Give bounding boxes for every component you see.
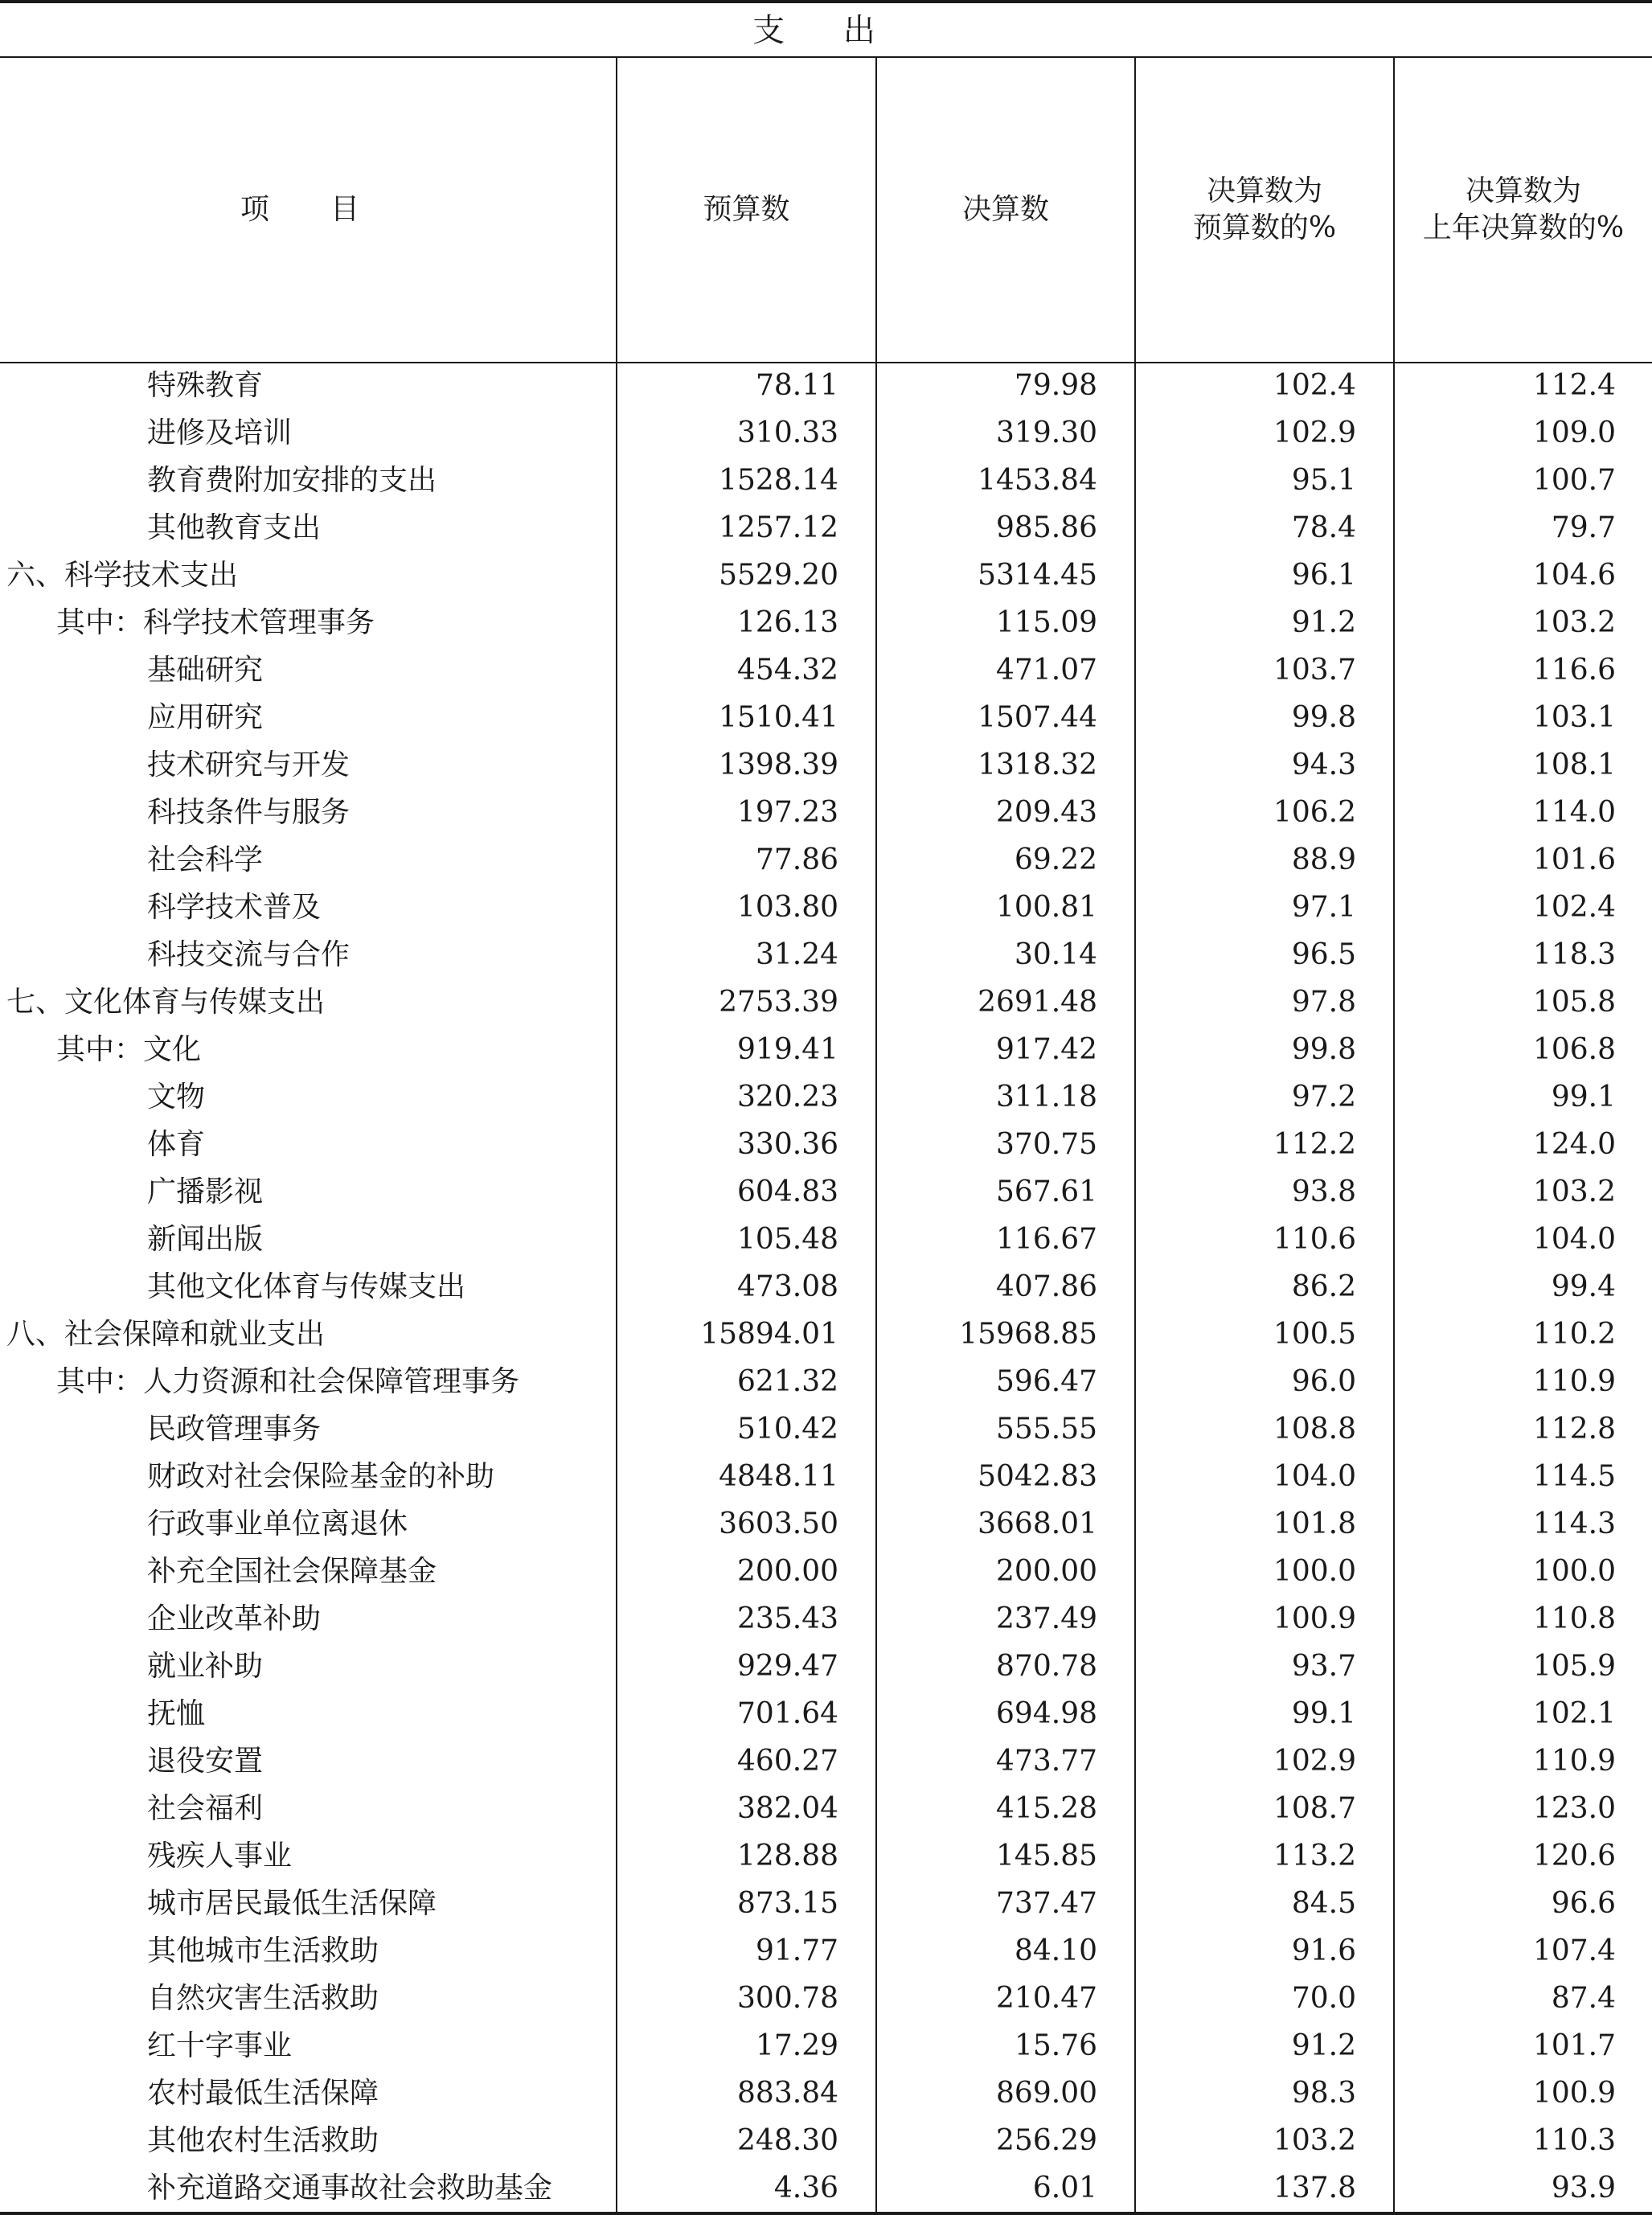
header-pct-prev: 决算数为 上年决算数的% bbox=[1422, 174, 1625, 244]
final-value: 1318.32 bbox=[978, 749, 1097, 781]
final-value: 210.47 bbox=[996, 1982, 1097, 2015]
table-row bbox=[0, 504, 1652, 552]
final-value: 415.28 bbox=[996, 1792, 1097, 1825]
table-row bbox=[0, 1737, 1652, 1785]
pct-budget-value: 103.7 bbox=[1273, 654, 1356, 687]
pct-prev-value: 116.6 bbox=[1532, 654, 1616, 687]
pct-prev-value: 110.8 bbox=[1532, 1602, 1616, 1635]
pct-prev-value: 96.6 bbox=[1551, 1887, 1616, 1920]
pct-prev-value: 123.0 bbox=[1532, 1792, 1616, 1825]
pct-prev-value: 101.7 bbox=[1532, 2029, 1616, 2062]
pct-prev-value: 118.3 bbox=[1532, 938, 1616, 971]
table-row bbox=[0, 978, 1652, 1026]
top-rule bbox=[0, 0, 1652, 3]
pct-budget-value: 91.6 bbox=[1291, 1934, 1356, 1967]
budget-value: 17.29 bbox=[755, 2029, 838, 2062]
row-label: 民政管理事务 bbox=[147, 1413, 322, 1446]
budget-value: 454.32 bbox=[737, 654, 838, 687]
table-row bbox=[0, 1975, 1652, 2022]
pct-prev-value: 112.8 bbox=[1532, 1413, 1616, 1446]
pct-prev-value: 114.0 bbox=[1532, 796, 1616, 829]
pct-budget-value: 93.8 bbox=[1291, 1175, 1356, 1208]
pct-budget-value: 103.2 bbox=[1273, 2124, 1356, 2157]
pct-budget-value: 102.9 bbox=[1273, 1745, 1356, 1778]
pct-budget-value: 106.2 bbox=[1273, 796, 1356, 829]
final-value: 473.77 bbox=[996, 1745, 1097, 1778]
final-value: 311.18 bbox=[996, 1081, 1097, 1114]
final-value: 5042.83 bbox=[978, 1460, 1097, 1493]
row-label: 其中：科学技术管理事务 bbox=[56, 606, 375, 639]
row-label: 农村最低生活保障 bbox=[147, 2077, 379, 2110]
pct-budget-value: 108.8 bbox=[1273, 1413, 1356, 1446]
pct-prev-value: 103.1 bbox=[1532, 701, 1616, 734]
budget-value: 128.88 bbox=[737, 1840, 838, 1872]
final-value: 737.47 bbox=[996, 1887, 1097, 1920]
table-row bbox=[0, 552, 1652, 599]
pct-prev-value: 107.4 bbox=[1532, 1934, 1616, 1967]
final-value: 870.78 bbox=[996, 1650, 1097, 1683]
pct-prev-value: 110.2 bbox=[1532, 1318, 1616, 1351]
budget-value: 5529.20 bbox=[719, 559, 838, 592]
pct-budget-value: 137.8 bbox=[1273, 2172, 1356, 2205]
final-value: 30.14 bbox=[1014, 938, 1097, 971]
row-label: 其他文化体育与传媒支出 bbox=[147, 1270, 466, 1303]
row-label: 抚恤 bbox=[147, 1697, 206, 1730]
budget-value: 382.04 bbox=[737, 1792, 838, 1825]
row-label: 体育 bbox=[147, 1128, 206, 1161]
table-row bbox=[0, 2164, 1652, 2212]
table-row bbox=[0, 931, 1652, 978]
pct-budget-value: 97.8 bbox=[1291, 986, 1356, 1019]
pct-prev-value: 103.2 bbox=[1532, 606, 1616, 639]
pct-prev-value: 114.5 bbox=[1532, 1460, 1616, 1493]
row-label: 城市居民最低生活保障 bbox=[147, 1887, 437, 1920]
budget-value: 460.27 bbox=[737, 1745, 838, 1778]
pct-budget-value: 97.2 bbox=[1291, 1081, 1356, 1114]
final-value: 319.30 bbox=[996, 416, 1097, 449]
final-value: 917.42 bbox=[996, 1033, 1097, 1066]
table-row bbox=[0, 1595, 1652, 1643]
pct-budget-value: 88.9 bbox=[1291, 843, 1356, 876]
row-label: 科技条件与服务 bbox=[147, 796, 350, 829]
budget-value: 91.77 bbox=[755, 1934, 838, 1967]
budget-value: 4.36 bbox=[773, 2172, 838, 2205]
row-label: 广播影视 bbox=[147, 1175, 264, 1208]
budget-value: 2753.39 bbox=[719, 986, 838, 1019]
final-value: 407.86 bbox=[996, 1270, 1097, 1303]
pct-budget-value: 98.3 bbox=[1291, 2077, 1356, 2110]
budget-value: 873.15 bbox=[737, 1887, 838, 1920]
pct-prev-value: 104.0 bbox=[1532, 1223, 1616, 1256]
table-row bbox=[0, 1785, 1652, 1832]
table-row bbox=[0, 1453, 1652, 1500]
budget-value: 919.41 bbox=[737, 1033, 838, 1066]
pct-prev-value: 93.9 bbox=[1551, 2172, 1616, 2205]
budget-value: 200.00 bbox=[737, 1555, 838, 1588]
final-value: 145.85 bbox=[996, 1840, 1097, 1872]
row-label: 补充道路交通事故社会救助基金 bbox=[147, 2172, 553, 2205]
pct-budget-value: 78.4 bbox=[1291, 511, 1356, 544]
budget-value: 300.78 bbox=[737, 1982, 838, 2015]
row-label: 退役安置 bbox=[147, 1745, 264, 1778]
table-row bbox=[0, 1263, 1652, 1311]
pct-prev-value: 99.4 bbox=[1551, 1270, 1616, 1303]
final-value: 596.47 bbox=[996, 1365, 1097, 1398]
table-row bbox=[0, 2022, 1652, 2069]
row-label: 进修及培训 bbox=[147, 416, 293, 449]
pct-prev-value: 114.3 bbox=[1532, 1507, 1616, 1540]
row-label: 自然灾害生活救助 bbox=[147, 1982, 379, 2015]
pct-budget-value: 102.4 bbox=[1273, 369, 1356, 402]
final-value: 200.00 bbox=[996, 1555, 1097, 1588]
pct-budget-value: 101.8 bbox=[1273, 1507, 1356, 1540]
pct-budget-value: 113.2 bbox=[1273, 1840, 1356, 1872]
pct-budget-value: 97.1 bbox=[1291, 891, 1356, 924]
budget-value: 3603.50 bbox=[719, 1507, 838, 1540]
pct-prev-value: 124.0 bbox=[1532, 1128, 1616, 1161]
row-label: 教育费附加安排的支出 bbox=[147, 464, 437, 497]
final-value: 100.81 bbox=[996, 891, 1097, 924]
pct-budget-value: 108.7 bbox=[1273, 1792, 1356, 1825]
table-row bbox=[0, 1216, 1652, 1263]
row-label: 其他教育支出 bbox=[147, 511, 322, 544]
budget-value: 320.23 bbox=[737, 1081, 838, 1114]
pct-budget-value: 100.9 bbox=[1273, 1602, 1356, 1635]
budget-value: 248.30 bbox=[737, 2124, 838, 2157]
final-value: 84.10 bbox=[1014, 1934, 1097, 1967]
pct-budget-value: 99.8 bbox=[1291, 1033, 1356, 1066]
table-row bbox=[0, 1832, 1652, 1880]
final-value: 15968.85 bbox=[959, 1318, 1097, 1351]
final-value: 5314.45 bbox=[978, 559, 1097, 592]
row-label: 企业改革补助 bbox=[147, 1602, 322, 1635]
table-row bbox=[0, 1026, 1652, 1073]
pct-prev-value: 105.9 bbox=[1532, 1650, 1616, 1683]
budget-value: 701.64 bbox=[737, 1697, 838, 1730]
row-label: 残疾人事业 bbox=[147, 1840, 293, 1872]
row-label: 文物 bbox=[147, 1081, 206, 1114]
final-value: 1453.84 bbox=[978, 464, 1097, 497]
pct-prev-value: 100.7 bbox=[1532, 464, 1616, 497]
final-value: 79.98 bbox=[1014, 369, 1097, 402]
budget-value: 105.48 bbox=[737, 1223, 838, 1256]
budget-value: 621.32 bbox=[737, 1365, 838, 1398]
table-row bbox=[0, 1358, 1652, 1405]
table-row bbox=[0, 409, 1652, 457]
pct-budget-value: 96.5 bbox=[1291, 938, 1356, 971]
pct-prev-value: 99.1 bbox=[1551, 1081, 1616, 1114]
budget-value: 77.86 bbox=[755, 843, 838, 876]
table-row bbox=[0, 1548, 1652, 1595]
table-row bbox=[0, 1690, 1652, 1737]
pct-budget-value: 70.0 bbox=[1291, 1982, 1356, 2015]
pct-budget-value: 93.7 bbox=[1291, 1650, 1356, 1683]
pct-prev-value: 87.4 bbox=[1551, 1982, 1616, 2015]
pct-prev-value: 110.9 bbox=[1532, 1745, 1616, 1778]
table-row bbox=[0, 1121, 1652, 1168]
row-label: 技术研究与开发 bbox=[147, 749, 350, 781]
pct-prev-value: 109.0 bbox=[1532, 416, 1616, 449]
pct-prev-value: 110.3 bbox=[1532, 2124, 1616, 2157]
pct-budget-value: 96.1 bbox=[1291, 559, 1356, 592]
final-value: 115.09 bbox=[996, 606, 1097, 639]
table-row bbox=[0, 2069, 1652, 2117]
pct-budget-value: 102.9 bbox=[1273, 416, 1356, 449]
pct-budget-value: 100.5 bbox=[1273, 1318, 1356, 1351]
header-pct-budget: 决算数为 预算数的% bbox=[1192, 174, 1337, 244]
table-row bbox=[0, 789, 1652, 836]
pct-prev-value: 102.4 bbox=[1532, 891, 1616, 924]
pct-budget-value: 91.2 bbox=[1291, 606, 1356, 639]
budget-value: 126.13 bbox=[737, 606, 838, 639]
bottom-rule bbox=[0, 2212, 1652, 2215]
budget-value: 15894.01 bbox=[700, 1318, 838, 1351]
budget-value: 235.43 bbox=[737, 1602, 838, 1635]
budget-value: 1257.12 bbox=[719, 511, 838, 544]
pct-prev-value: 79.7 bbox=[1551, 511, 1616, 544]
budget-value: 929.47 bbox=[737, 1650, 838, 1683]
budget-value: 604.83 bbox=[737, 1175, 838, 1208]
table-row bbox=[0, 599, 1652, 646]
table-row bbox=[0, 1500, 1652, 1548]
pct-prev-value: 108.1 bbox=[1532, 749, 1616, 781]
pct-budget-value: 99.1 bbox=[1291, 1697, 1356, 1730]
row-label: 财政对社会保险基金的补助 bbox=[147, 1460, 495, 1493]
table-row bbox=[0, 1643, 1652, 1690]
final-value: 237.49 bbox=[996, 1602, 1097, 1635]
table-title: 支 出 bbox=[752, 12, 900, 49]
pct-prev-value: 100.0 bbox=[1532, 1555, 1616, 1588]
header-item: 项 目 bbox=[240, 193, 375, 226]
budget-value: 473.08 bbox=[737, 1270, 838, 1303]
row-label: 科学技术普及 bbox=[147, 891, 322, 924]
budget-value: 883.84 bbox=[737, 2077, 838, 2110]
final-value: 15.76 bbox=[1014, 2029, 1097, 2062]
pct-prev-value: 105.8 bbox=[1532, 986, 1616, 1019]
pct-budget-value: 91.2 bbox=[1291, 2029, 1356, 2062]
final-value: 555.55 bbox=[996, 1413, 1097, 1446]
table-row bbox=[0, 2117, 1652, 2164]
row-label: 八、社会保障和就业支出 bbox=[6, 1318, 326, 1351]
pct-budget-value: 104.0 bbox=[1273, 1460, 1356, 1493]
pct-budget-value: 99.8 bbox=[1291, 701, 1356, 734]
pct-prev-value: 103.2 bbox=[1532, 1175, 1616, 1208]
table-row bbox=[0, 1405, 1652, 1453]
pct-budget-value: 110.6 bbox=[1273, 1223, 1356, 1256]
row-label: 其中：文化 bbox=[56, 1033, 202, 1066]
row-label: 社会科学 bbox=[147, 843, 264, 876]
final-value: 370.75 bbox=[996, 1128, 1097, 1161]
budget-value: 330.36 bbox=[737, 1128, 838, 1161]
pct-prev-value: 106.8 bbox=[1532, 1033, 1616, 1066]
final-value: 2691.48 bbox=[978, 986, 1097, 1019]
pct-budget-value: 95.1 bbox=[1291, 464, 1356, 497]
row-label: 七、文化体育与传媒支出 bbox=[6, 986, 326, 1019]
header-final: 决算数 bbox=[961, 193, 1049, 226]
row-label: 补充全国社会保障基金 bbox=[147, 1555, 437, 1588]
budget-value: 1528.14 bbox=[719, 464, 838, 497]
header-budget: 预算数 bbox=[703, 193, 790, 226]
row-label: 特殊教育 bbox=[147, 369, 264, 402]
final-value: 6.01 bbox=[1032, 2172, 1097, 2205]
pct-prev-value: 104.6 bbox=[1532, 559, 1616, 592]
budget-value: 1398.39 bbox=[719, 749, 838, 781]
final-value: 3668.01 bbox=[978, 1507, 1097, 1540]
final-value: 869.00 bbox=[996, 2077, 1097, 2110]
final-value: 567.61 bbox=[996, 1175, 1097, 1208]
table-row bbox=[0, 694, 1652, 741]
row-label: 社会福利 bbox=[147, 1792, 264, 1825]
table-row bbox=[0, 362, 1652, 409]
pct-prev-value: 112.4 bbox=[1532, 369, 1616, 402]
table-row bbox=[0, 884, 1652, 931]
budget-value: 4848.11 bbox=[719, 1460, 838, 1493]
budget-value: 310.33 bbox=[737, 416, 838, 449]
table-row bbox=[0, 1927, 1652, 1975]
row-label: 六、科学技术支出 bbox=[6, 559, 239, 592]
row-label: 红十字事业 bbox=[147, 2029, 293, 2062]
pct-prev-value: 110.9 bbox=[1532, 1365, 1616, 1398]
final-value: 256.29 bbox=[996, 2124, 1097, 2157]
pct-budget-value: 112.2 bbox=[1273, 1128, 1356, 1161]
pct-prev-value: 120.6 bbox=[1532, 1840, 1616, 1872]
pct-budget-value: 86.2 bbox=[1291, 1270, 1356, 1303]
final-value: 985.86 bbox=[996, 511, 1097, 544]
budget-value: 103.80 bbox=[737, 891, 838, 924]
table-row bbox=[0, 1168, 1652, 1216]
table-row bbox=[0, 1073, 1652, 1121]
table-row bbox=[0, 836, 1652, 884]
pct-prev-value: 102.1 bbox=[1532, 1697, 1616, 1730]
row-label: 科技交流与合作 bbox=[147, 938, 350, 971]
row-label: 其他城市生活救助 bbox=[147, 1934, 379, 1967]
table-row bbox=[0, 1880, 1652, 1927]
pct-budget-value: 96.0 bbox=[1291, 1365, 1356, 1398]
table-row bbox=[0, 741, 1652, 789]
row-label: 新闻出版 bbox=[147, 1223, 264, 1256]
budget-value: 78.11 bbox=[755, 369, 838, 402]
pct-budget-value: 100.0 bbox=[1273, 1555, 1356, 1588]
final-value: 116.67 bbox=[996, 1223, 1097, 1256]
row-label: 行政事业单位离退休 bbox=[147, 1507, 408, 1540]
table-row bbox=[0, 1311, 1652, 1358]
final-value: 1507.44 bbox=[978, 701, 1097, 734]
pct-budget-value: 84.5 bbox=[1291, 1887, 1356, 1920]
row-label: 基础研究 bbox=[147, 654, 264, 687]
pct-prev-value: 100.9 bbox=[1532, 2077, 1616, 2110]
pct-prev-value: 101.6 bbox=[1532, 843, 1616, 876]
final-value: 209.43 bbox=[996, 796, 1097, 829]
row-label: 其他农村生活救助 bbox=[147, 2124, 379, 2157]
final-value: 471.07 bbox=[996, 654, 1097, 687]
row-label: 应用研究 bbox=[147, 701, 264, 734]
budget-value: 1510.41 bbox=[719, 701, 838, 734]
final-value: 69.22 bbox=[1014, 843, 1097, 876]
budget-value: 197.23 bbox=[737, 796, 838, 829]
budget-value: 510.42 bbox=[737, 1413, 838, 1446]
table-row bbox=[0, 646, 1652, 694]
final-value: 694.98 bbox=[996, 1697, 1097, 1730]
row-label: 其中：人力资源和社会保障管理事务 bbox=[56, 1365, 520, 1398]
pct-budget-value: 94.3 bbox=[1291, 749, 1356, 781]
row-label: 就业补助 bbox=[147, 1650, 264, 1683]
budget-value: 31.24 bbox=[755, 938, 838, 971]
table-row bbox=[0, 457, 1652, 504]
